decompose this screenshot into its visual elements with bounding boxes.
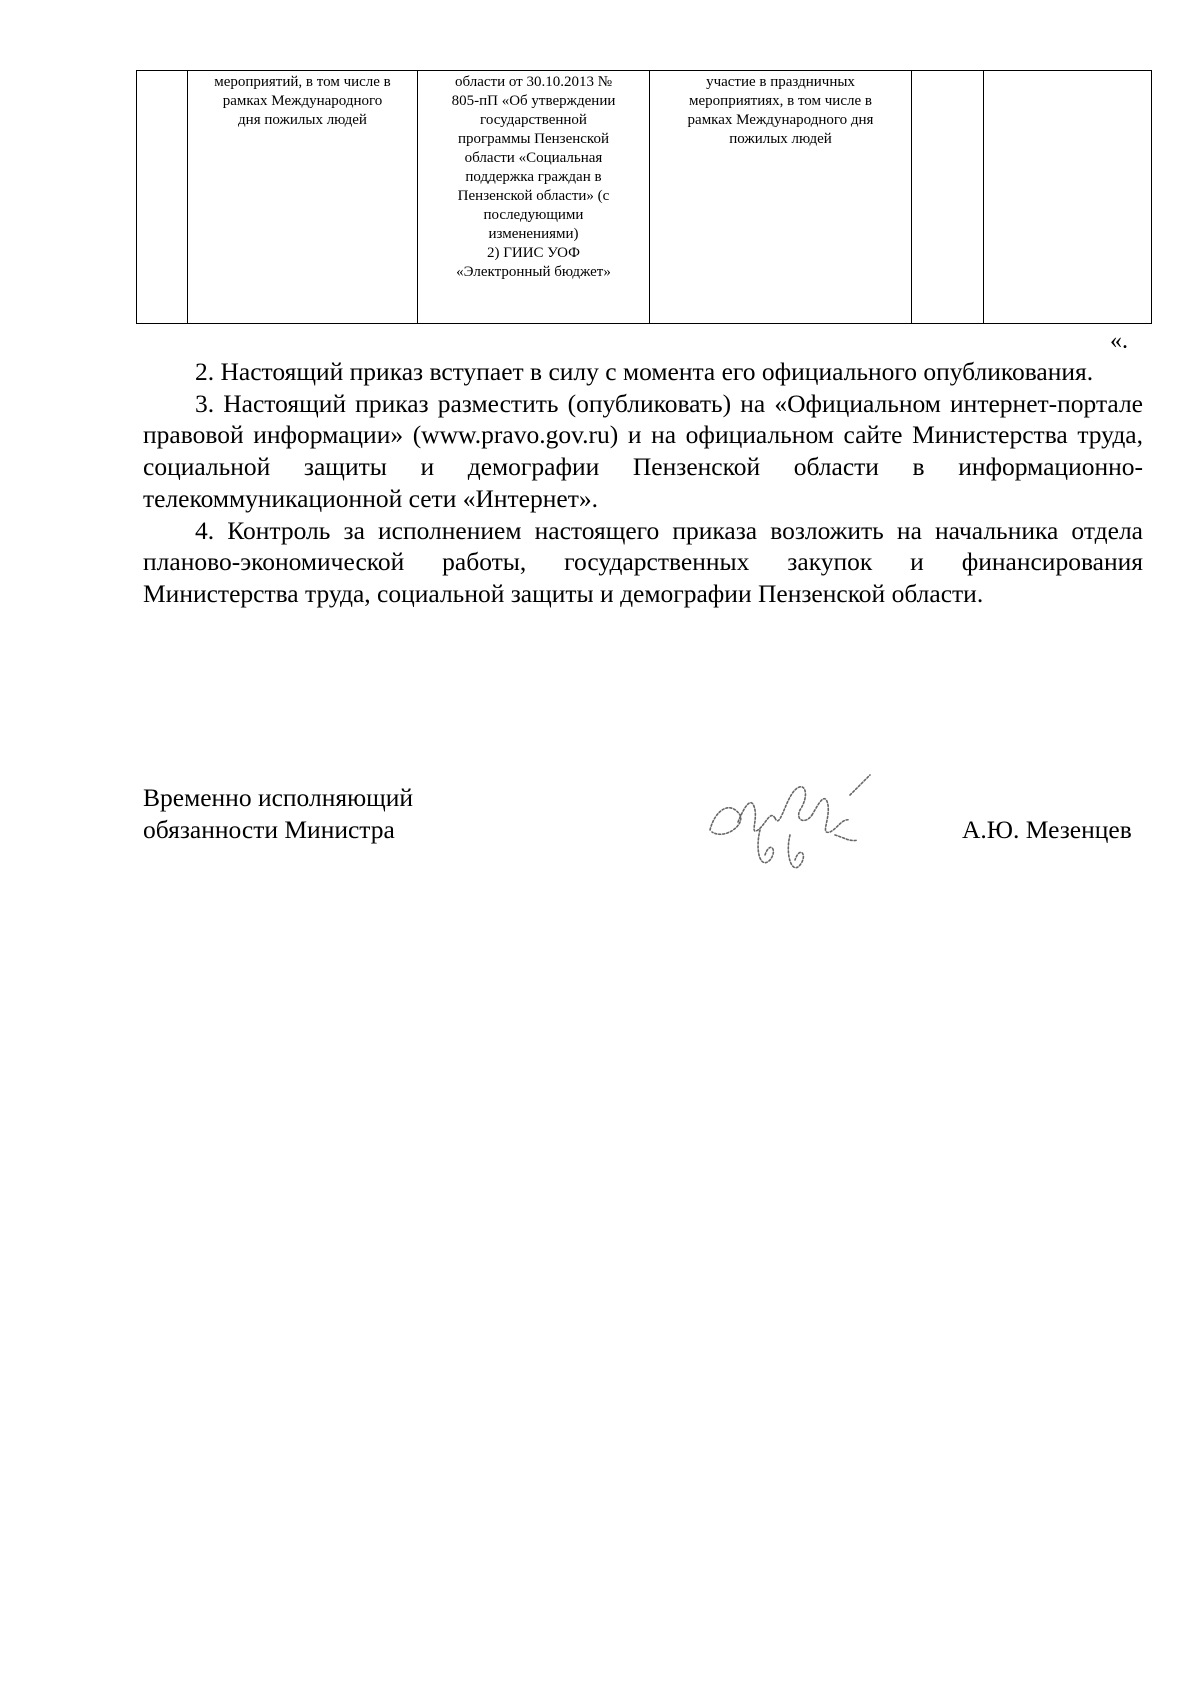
continuation-table [136,70,1152,324]
signatory-name: А.Ю. Мезенцев [962,815,1132,844]
table-row [137,71,1152,324]
table-cell-empty-1 [912,71,984,324]
paragraph-3: 3. Настоящий приказ разместить (опубликовать) на «Официальном интернет-портале правовой информации» (www.pravo.gov.ru) и на официальном сайте Министерства труда, социальной защиты и демографии Пензенской области в информационно-телекоммуникационной сети «Интернет». [143,388,1143,513]
table-cell-result: участие в праздничных мероприятиях, в том числе в рамках Международного дня пожилых людей [650,71,912,324]
paragraph-4: 4. Контроль за исполнением настоящего приказа возложить на начальника отдела планово-экономической работы, государственных закупок и финансирования Министерства труда, социальной защиты и демографии Пензенской области. [143,515,1143,608]
table-cell-empty-2 [984,71,1152,324]
signature-icon [700,760,875,885]
table-cell-event: мероприятий, в том числе в рамках Международного дня пожилых людей [188,71,418,324]
table-cell-number [137,71,188,324]
signatory-title: Временно исполняющий обязанности Министра [143,783,414,844]
closing-quote: «. [1110,328,1128,354]
paragraph-2: 2. Настоящий приказ вступает в силу с момента его официального опубликования. [195,357,1094,386]
table-cell-source: области от 30.10.2013 № 805-пП «Об утверждении государственной программы Пензенской области «Социальная поддержка граждан в Пензенской области» (с последующими изменениями) 2) ГИИС УОФ «Электронный бюджет» [418,71,650,324]
order-body [143,356,1143,610]
